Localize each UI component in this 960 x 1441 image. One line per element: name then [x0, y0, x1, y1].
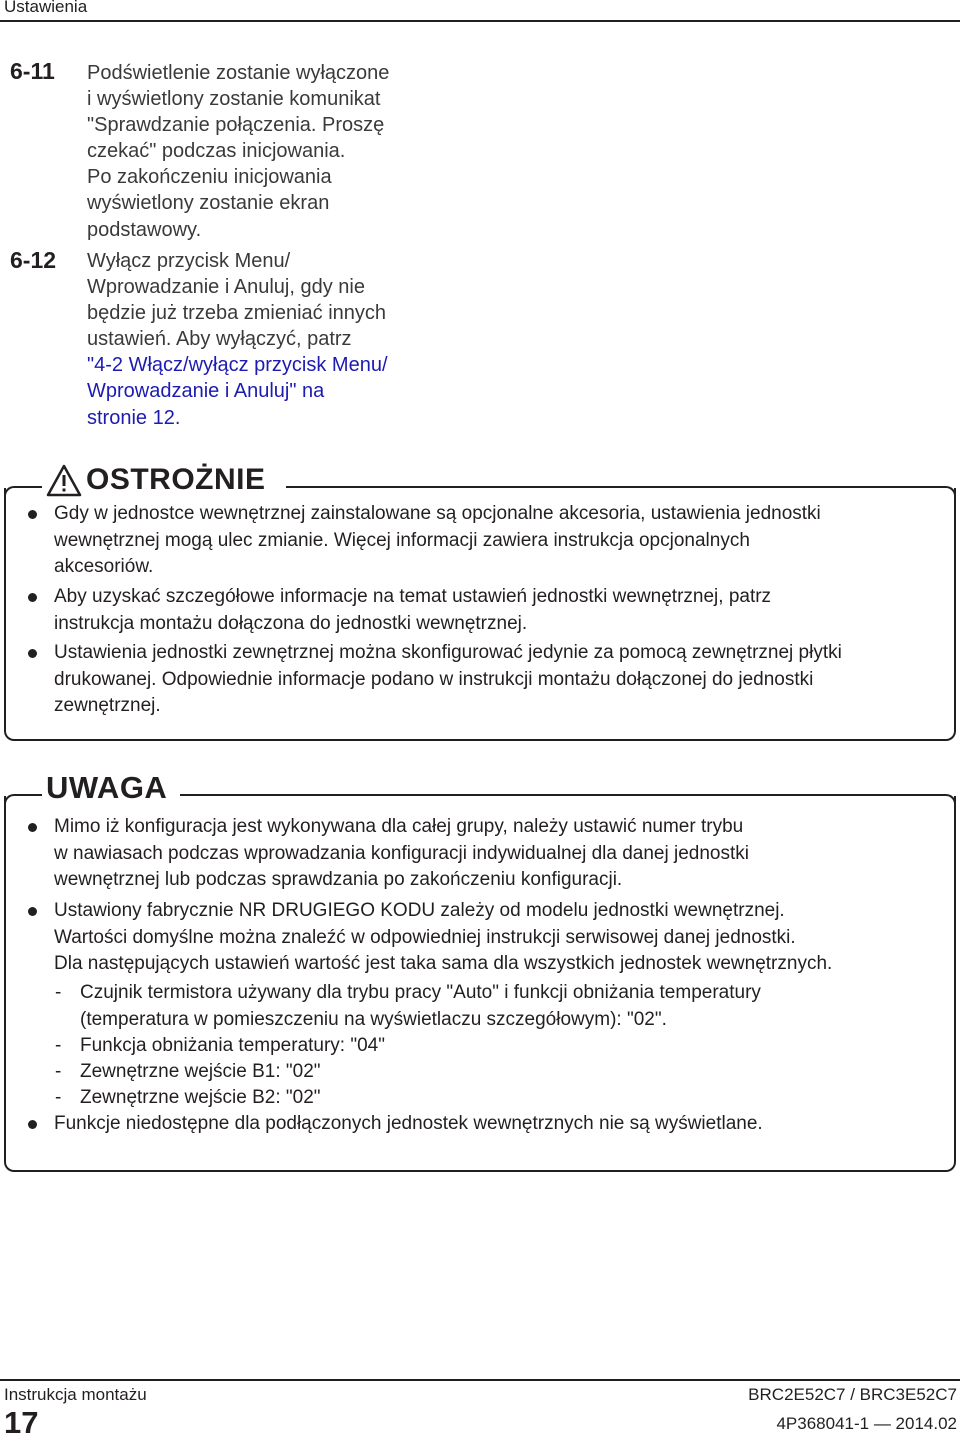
text-line: wewnętrznej lub podczas sprawdzania po zakończeniu konfiguracji.: [54, 869, 623, 890]
note-subitem: [55, 1085, 940, 1112]
bullet-icon: [28, 823, 37, 832]
text-line: wyświetlony zostanie ekran: [87, 192, 330, 215]
text-line: Ustawiony fabrycznie NR DRUGIEGO KODU zależy od modelu jednostki wewnętrznej.: [54, 900, 785, 921]
note-item: [54, 814, 934, 894]
link-line[interactable]: stronie 12: [87, 406, 175, 429]
document-title: Instrukcja montażu: [4, 1385, 147, 1404]
section-title: Ustawienia: [4, 0, 88, 16]
caution-heading: [46, 463, 266, 497]
bullet-icon: [28, 510, 37, 519]
text-line: w nawiasach podczas wprowadzania konfiguracji indywidualnej dla danej jednostki: [54, 842, 749, 864]
caution-item: [54, 640, 934, 720]
caution-title: OSTROŻNIE: [86, 463, 266, 496]
text-line: zewnętrznej.: [54, 695, 161, 716]
note-item: [54, 1111, 934, 1138]
step-number: 6-12: [10, 247, 57, 273]
text-line: będzie już trzeba zmieniać innych: [87, 302, 387, 325]
text-line: Wartości domyślne można znaleźć w odpowiedniej instrukcji serwisowej danej jednostki.: [54, 926, 796, 948]
text-line: Zewnętrzne wejście B2: "02": [80, 1087, 321, 1108]
bullet-icon: [28, 1120, 37, 1129]
text-line: i wyświetlony zostanie komunikat: [87, 88, 381, 111]
text-line: Podświetlenie zostanie wyłączone: [87, 62, 390, 84]
bullet-icon: [28, 649, 37, 658]
note-item: [54, 898, 934, 978]
text-line: Wyłącz przycisk Menu/: [87, 250, 291, 272]
step-text: [87, 60, 447, 243]
step-number: 6-11: [10, 58, 55, 84]
dash-marker: -: [55, 1061, 62, 1082]
text-line: podstawowy.: [87, 218, 202, 241]
model-numbers: BRC2E52C7 / BRC3E52C7: [748, 1385, 957, 1404]
text-line: Zewnętrzne wejście B1: "02": [80, 1061, 321, 1082]
text-line: czekać" podczas inicjowania.: [87, 140, 346, 163]
text-line: Mimo iż konfiguracja jest wykonywana dla całej grupy, należy ustawić numer trybu: [54, 816, 744, 837]
text-line: wewnętrznej mogą ulec zmianie. Więcej informacji zawiera instrukcja opcjonalnych: [54, 529, 750, 551]
document-code-date: 4P368041-1 — 2014.02: [776, 1414, 957, 1433]
text-line: "Sprawdzanie połączenia. Proszę: [87, 114, 385, 137]
step-text: [87, 248, 447, 431]
text-line: Po zakończeniu inicjowania: [87, 166, 332, 189]
page-number: 17: [4, 1405, 39, 1440]
text-line: Aby uzyskać szczegółowe informacje na temat ustawień jednostki wewnętrznej, patrz: [54, 586, 772, 607]
text-line: drukowanej. Odpowiednie informacje podano w instrukcji montażu dołączonej do jednostki: [54, 668, 814, 690]
link-line[interactable]: "4-2 Włącz/wyłącz przycisk Menu/: [87, 354, 388, 377]
text-line: Ustawienia jednostki zewnętrznej można skonfigurować jedynie za pomocą zewnętrznej płytki: [54, 642, 842, 663]
link-line[interactable]: Wprowadzanie i Anuluj" na: [87, 380, 325, 403]
note-subitem: [55, 1059, 940, 1086]
text-line: Wprowadzanie i Anuluj, gdy nie: [87, 276, 365, 299]
text-line: ustawień. Aby wyłączyć, patrz: [87, 328, 352, 351]
caution-item: [54, 501, 934, 581]
note-subitem: [55, 980, 940, 1033]
bullet-icon: [28, 907, 37, 916]
text-line: Funkcja obniżania temperatury: "04": [80, 1035, 385, 1056]
header-divider: [0, 20, 960, 22]
bullet-icon: [28, 593, 37, 602]
note-subitem: [55, 1033, 940, 1060]
text-line: instrukcja montażu dołączona do jednostki wewnętrznej.: [54, 612, 528, 634]
dash-marker: -: [55, 982, 62, 1003]
text-line: Gdy w jednostce wewnętrznej zainstalowane są opcjonalne akcesoria, ustawienia jednostki: [54, 503, 821, 524]
dash-marker: -: [55, 1035, 62, 1056]
cross-reference-link[interactable]: [87, 352, 447, 430]
text-line: Dla następujących ustawień wartość jest taka sama dla wszystkich jednostek wewnętrznych.: [54, 953, 833, 974]
warning-triangle-icon: [46, 464, 82, 497]
text-line: Czujnik termistora używany dla trybu pracy "Auto" i funkcji obniżania temperatury: [80, 982, 761, 1003]
text-line: Funkcje niedostępne dla podłączonych jednostek wewnętrznych nie są wyświetlane.: [54, 1113, 763, 1134]
link-tail: .: [174, 406, 181, 429]
note-title: UWAGA: [46, 770, 168, 805]
dash-marker: -: [55, 1087, 62, 1108]
caution-item: [54, 584, 934, 637]
footer-divider: [0, 1379, 960, 1381]
text-line: akcesoriów.: [54, 556, 154, 577]
text-line: (temperatura w pomieszczeniu na wyświetlaczu szczegółowym): "02".: [80, 1008, 667, 1030]
